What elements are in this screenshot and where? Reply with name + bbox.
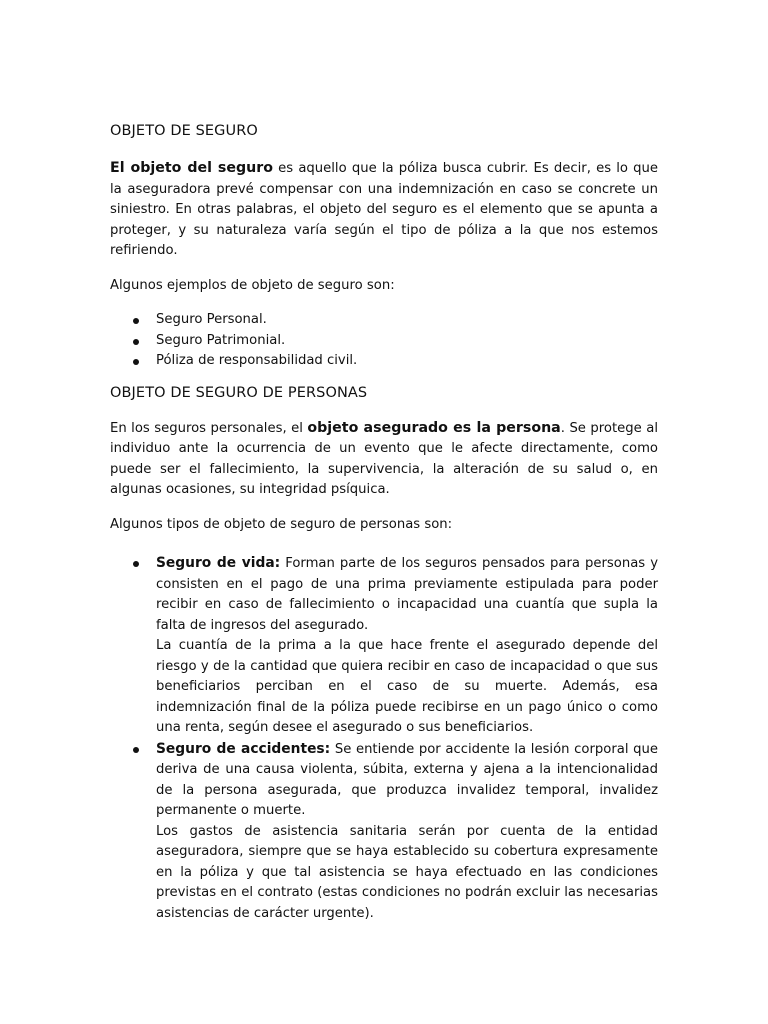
document-page — [110, 120, 658, 930]
types-intro: Algunos tipos de objeto de seguro de personas son: — [110, 516, 453, 532]
list-item — [156, 351, 658, 372]
item-text-continued: Los gastos de asistencia sanitaria serán por cuenta de la entidad aseguradora, siempre que se haya establecido su cobertura expresamente en la póliza y que tal asistencia se haya efectuado en las condiciones previstas en el contrato (estas condiciones no podrán excluir las necesarias asistencias de carácter urgente). — [156, 823, 658, 921]
examples-list — [110, 310, 658, 372]
intro-text: es aquello que la póliza busca cubrir. Es decir, es lo que la aseguradora prevé compensar con una indemnización en caso se concrete un siniestro. En otras palabras, el objeto del seguro es el elemento que se apunta a proteger, y su naturaleza varía según el tipo de póliza a la que nos estemos refiriendo. — [110, 161, 659, 258]
intro-bold-term: El objeto del seguro — [110, 160, 273, 176]
personas-text-rest: . Se protege al individuo ante la ocurrencia de un evento que le afecte directamente, como puede ser el fallecimiento, la supervivencia, la alteración de su salud o, en algunas ocasiones, su integridad psíquica. — [110, 420, 658, 497]
list-item — [156, 331, 658, 352]
list-item-seguro-de-vida — [156, 553, 658, 739]
bullet-icon — [133, 339, 139, 345]
personas-bold-term: objeto asegurado es la persona — [307, 419, 561, 436]
intro-paragraph — [110, 158, 658, 262]
bullet-icon — [133, 561, 139, 567]
item-text: Forman parte de los seguros pensados para personas y consisten en el pago de una prima previamente estipulada para poder recibir en caso de fallecimiento o incapacidad una cuantía que supla la falta de ingresos del asegurado. — [156, 556, 658, 633]
section-heading-objeto-de-seguro: OBJETO DE SEGURO — [110, 123, 258, 139]
types-list — [110, 553, 658, 924]
item-title: Seguro de vida: — [156, 555, 281, 571]
list-item-text: Seguro Patrimonial. — [156, 332, 286, 348]
examples-intro: Algunos ejemplos de objeto de seguro son: — [110, 277, 395, 293]
item-title: Seguro de accidentes: — [156, 740, 331, 757]
bullet-icon — [133, 359, 139, 365]
item-body — [156, 742, 658, 819]
list-item-seguro-de-accidentes — [156, 739, 658, 925]
section-heading-seguro-de-personas: OBJETO DE SEGURO DE PERSONAS — [110, 384, 368, 401]
list-item-text: Póliza de responsabilidad civil. — [156, 353, 358, 368]
bullet-icon — [133, 318, 139, 324]
item-text: Se entiende por accidente la lesión corporal que deriva de una causa violenta, súbita, externa y ajena a la intencionalidad de la persona asegurada, que produzca invalidez temporal, invalidez permanente o muerte. — [156, 741, 658, 818]
personas-text-start: En los seguros personales, el — [110, 420, 308, 436]
personas-paragraph — [110, 418, 658, 501]
list-item — [156, 310, 658, 331]
bullet-icon — [133, 747, 139, 753]
list-item-text: Seguro Personal. — [156, 312, 267, 327]
item-text-continued: La cuantía de la prima a la que hace frente el asegurado depende del riesgo y de la cantidad que quiera recibir en caso de incapacidad o que sus beneficiarios perciban en el caso de su muerte. Además, esa indemnización final de la póliza puede recibirse en un pago único o como una renta, según desee el asegurado o sus beneficiarios. — [156, 638, 658, 735]
item-body — [156, 556, 658, 633]
